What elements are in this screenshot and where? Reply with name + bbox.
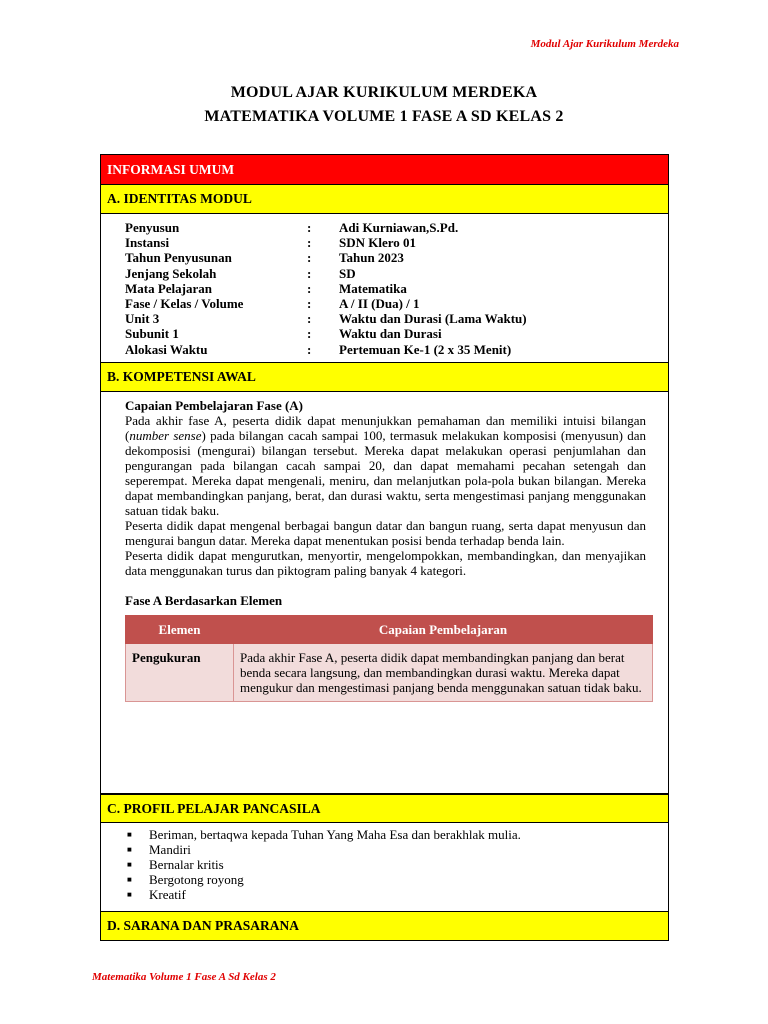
section-informasi-umum: INFORMASI UMUM bbox=[101, 155, 668, 185]
identitas-row bbox=[125, 326, 668, 341]
header-note: Modul Ajar Kurikulum Merdeka bbox=[530, 38, 679, 50]
identitas-label: Tahun Penyusunan bbox=[125, 250, 232, 266]
identitas-label: Mata Pelajaran bbox=[125, 280, 213, 296]
document-title: MODUL AJAR KURIKULUM MERDEKA bbox=[230, 84, 538, 101]
elemen-table bbox=[125, 615, 653, 702]
square-bullet-icon: ■ bbox=[127, 875, 132, 884]
capaian-paragraph-2: Peserta didik dapat mengenal berbagai bangun datar dan bangun ruang, serta dapat menyusun dan mengurai bangun datar. Mereka dapat menentukan posisi benda terhadap benda lain. bbox=[125, 518, 646, 548]
section-profil-pelajar: C. PROFIL PELAJAR PANCASILA bbox=[101, 794, 668, 823]
document-subtitle: MATEMATIKA VOLUME 1 FASE A SD KELAS 2 bbox=[204, 108, 564, 125]
square-bullet-icon: ■ bbox=[127, 890, 132, 899]
capaian-subheading: Capaian Pembelajaran Fase (A) bbox=[125, 398, 304, 413]
square-bullet-icon: ■ bbox=[127, 860, 132, 869]
identitas-row bbox=[125, 250, 668, 265]
identitas-colon: : bbox=[307, 326, 312, 342]
identitas-colon: : bbox=[307, 311, 312, 327]
elemen-cell: Pengukuran bbox=[126, 644, 234, 702]
list-item-text: Beriman, bertaqwa kepada Tuhan Yang Maha Esa dan berakhlak mulia. bbox=[149, 827, 521, 842]
list-item-text: Bernalar kritis bbox=[149, 857, 224, 872]
identitas-row bbox=[125, 235, 668, 250]
identitas-label: Subunit 1 bbox=[125, 326, 179, 342]
identitas-colon: : bbox=[307, 296, 312, 312]
identitas-colon: : bbox=[307, 250, 312, 266]
identitas-value: SDN Klero 01 bbox=[339, 235, 417, 251]
identitas-value: A / II (Dua) / 1 bbox=[339, 296, 420, 312]
section-kompetensi-awal: B. KOMPETENSI AWAL bbox=[101, 363, 668, 392]
profil-list bbox=[101, 823, 668, 912]
footer-note: Matematika Volume 1 Fase A Sd Kelas 2 bbox=[92, 971, 276, 983]
list-item-text: Mandiri bbox=[149, 842, 191, 857]
identitas-label: Fase / Kelas / Volume bbox=[125, 296, 244, 312]
square-bullet-icon: ■ bbox=[127, 830, 132, 839]
column-header-capaian: Capaian Pembelajaran bbox=[234, 616, 653, 644]
identitas-row bbox=[125, 311, 668, 326]
identitas-label: Unit 3 bbox=[125, 311, 160, 327]
capaian-cell: Pada akhir Fase A, peserta didik dapat membandingkan panjang dan berat benda secara langsung, dan membandingkan durasi waktu. Mereka dapat mengukur dan mengestimasi panjang benda menggunakan satuan tidak baku. bbox=[234, 644, 653, 702]
identitas-row bbox=[125, 342, 668, 357]
elemen-table-header bbox=[126, 616, 653, 644]
identitas-label: Instansi bbox=[125, 235, 170, 251]
list-item bbox=[127, 872, 668, 887]
identitas-colon: : bbox=[307, 280, 312, 296]
identitas-row bbox=[125, 281, 668, 296]
identitas-label: Penyusun bbox=[125, 220, 180, 235]
column-header-elemen: Elemen bbox=[126, 616, 234, 644]
identitas-row bbox=[125, 266, 668, 281]
list-item-text: Kreatif bbox=[149, 887, 186, 902]
capaian-p1-emphasis: number sense bbox=[129, 428, 202, 443]
identitas-value: Waktu dan Durasi bbox=[339, 326, 442, 342]
identitas-value: SD bbox=[339, 265, 356, 281]
identitas-label: Jenjang Sekolah bbox=[125, 265, 217, 281]
kompetensi-content bbox=[101, 392, 668, 794]
capaian-p1-start: Pada akhir fase A, peserta didik dapat menunjukkan pemahaman dan memiliki intuisi bilangan ( bbox=[125, 413, 646, 443]
list-item bbox=[127, 827, 668, 842]
capaian-paragraph-3: Peserta didik dapat mengurutkan, menyortir, mengelompokkan, membandingkan, dan menyajikan data menggunakan turus dan piktogram paling banyak 4 kategori. bbox=[125, 548, 646, 578]
table-row bbox=[126, 644, 653, 702]
section-identitas-modul: A. IDENTITAS MODUL bbox=[101, 185, 668, 214]
identitas-row bbox=[125, 220, 668, 235]
identitas-label: Alokasi Waktu bbox=[125, 341, 208, 357]
identitas-value: Waktu dan Durasi (Lama Waktu) bbox=[339, 311, 527, 327]
capaian-p1-end: ) pada bilangan cacah sampai 100, termasuk melakukan komposisi (menyusun) dan dekomposisi (mengurai) bilangan tersebut. Mereka dapat melakukan operasi penjumlahan dan pengurangan pada bilangan cacah sampai 20, dan dapat memahami pecahan setengah dan seperempat. Mereka dapat mengenali, meniru, dan melanjutkan pola-pola bukan bilangan. Mereka dapat membandingkan panjang, berat, dan durasi waktu, serta mengestimasi panjang menggunakan satuan tidak baku. bbox=[125, 428, 646, 518]
section-sarana-prasarana: D. SARANA DAN PRASARANA bbox=[101, 912, 668, 940]
list-item bbox=[127, 857, 668, 872]
identitas-colon: : bbox=[307, 235, 312, 251]
identitas-colon: : bbox=[307, 220, 312, 235]
identitas-list bbox=[101, 214, 668, 363]
identitas-colon: : bbox=[307, 265, 312, 281]
identitas-value: Matematika bbox=[339, 280, 407, 296]
identitas-value: Pertemuan Ke-1 (2 x 35 Menit) bbox=[339, 341, 512, 357]
identitas-value: Tahun 2023 bbox=[339, 250, 404, 266]
capaian-paragraph-1 bbox=[125, 413, 646, 518]
identitas-value: Adi Kurniawan,S.Pd. bbox=[339, 220, 459, 235]
square-bullet-icon: ■ bbox=[127, 845, 132, 854]
identitas-row bbox=[125, 296, 668, 311]
identitas-colon: : bbox=[307, 341, 312, 357]
list-item-text: Bergotong royong bbox=[149, 872, 244, 887]
list-item bbox=[127, 887, 668, 902]
list-item bbox=[127, 842, 668, 857]
elemen-heading: Fase A Berdasarkan Elemen bbox=[125, 593, 283, 608]
module-table bbox=[100, 154, 669, 941]
